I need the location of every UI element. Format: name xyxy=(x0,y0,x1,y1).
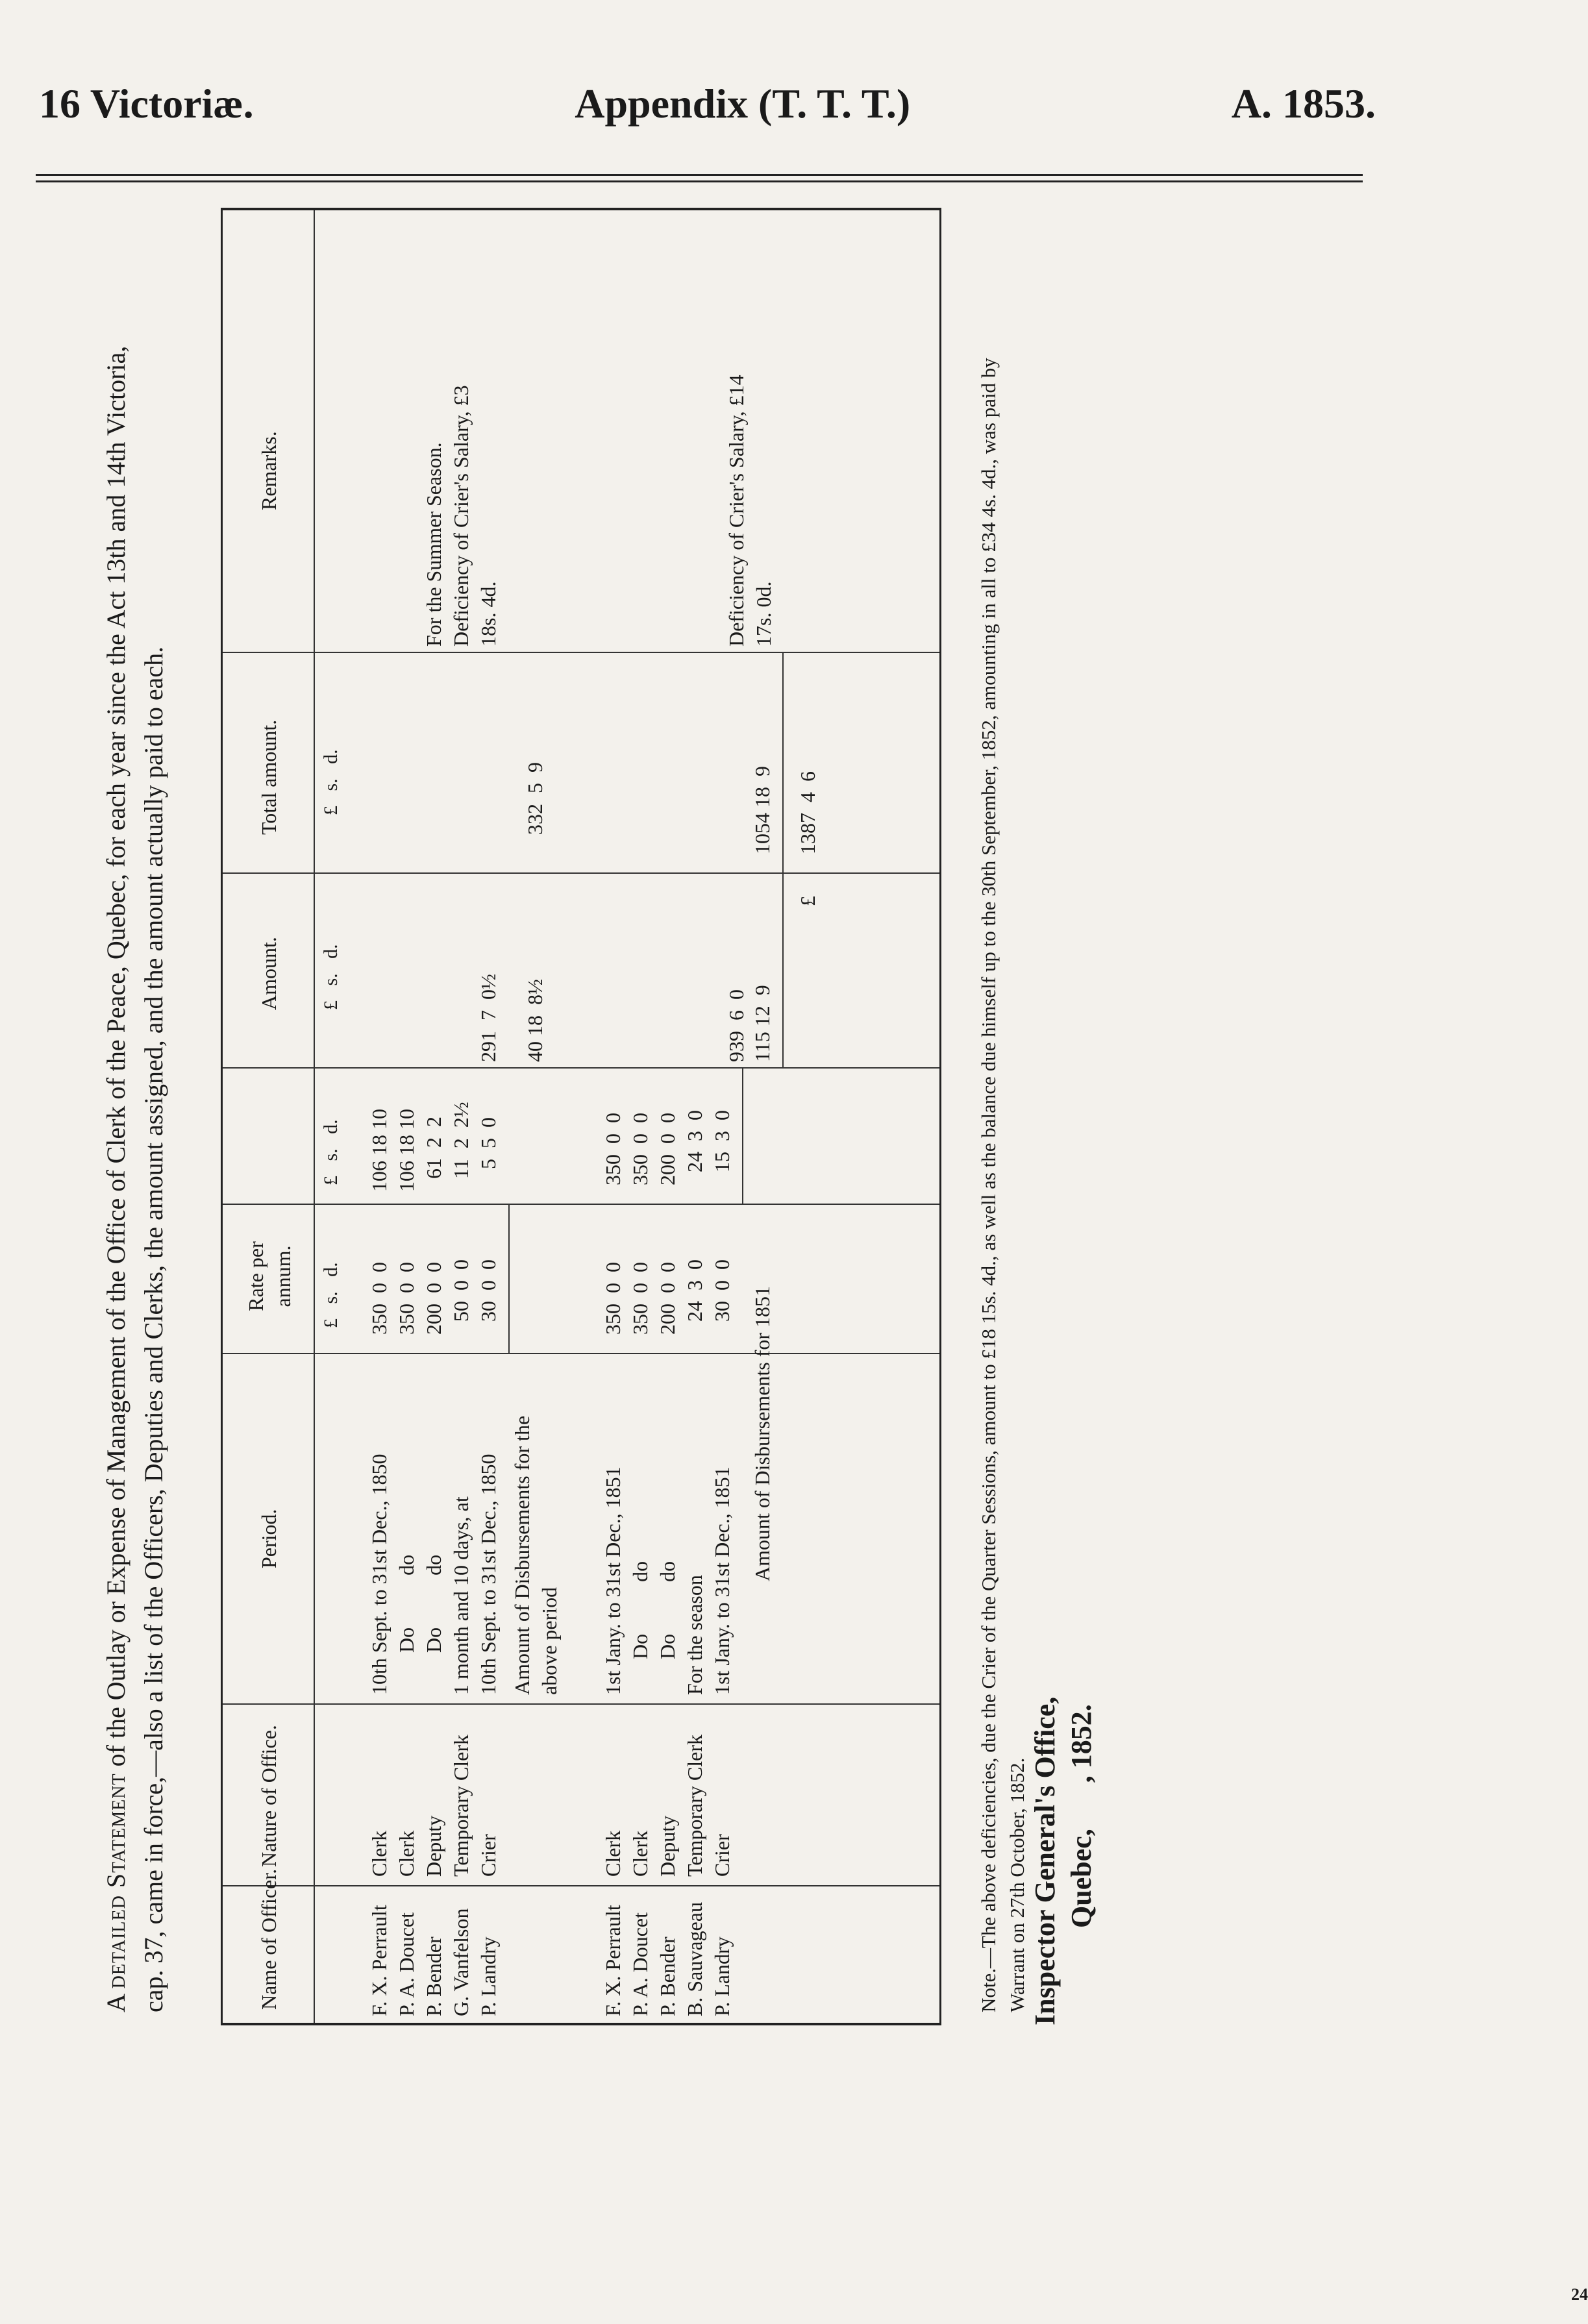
summary-1850-total: 332 5 9 xyxy=(523,762,547,835)
page-code: 24 xyxy=(1571,2285,1588,2304)
rate: 350 0 0 xyxy=(367,1262,391,1335)
paid: 106 18 10 xyxy=(395,1109,418,1192)
rate: 350 0 0 xyxy=(601,1262,625,1335)
office-nature: Deputy xyxy=(422,1815,445,1877)
officer-name: G. Vanfelson xyxy=(449,1908,473,2016)
running-header xyxy=(0,75,1415,133)
office-nature: Clerk xyxy=(628,1830,652,1877)
period: Do do xyxy=(656,1561,679,1659)
rate: 350 0 0 xyxy=(628,1262,652,1335)
col-header-rate: Rate per annum. xyxy=(244,1241,295,1311)
paid: 200 0 0 xyxy=(656,1113,679,1185)
remark-summer: For the Summer Season. xyxy=(422,442,445,647)
col-header-total: Total amount. xyxy=(257,719,280,835)
officer-name: P. Landry xyxy=(710,1936,734,2016)
officer-name: F. X. Perrault xyxy=(367,1905,391,2016)
paid: 11 2 2½ xyxy=(449,1102,473,1179)
header-rule xyxy=(36,180,1363,182)
remark-deficiency-1850: Deficiency of Crier's Salary, £3 18s. 4d. xyxy=(449,385,500,647)
period: 10th Sept. to 31st Dec., 1850 xyxy=(477,1453,500,1695)
grand-total: 1387 4 6 xyxy=(796,771,819,854)
office-nature: Deputy xyxy=(656,1815,679,1877)
summary-1850-amount-a: 291 7 0½ xyxy=(477,974,500,1062)
office-nature: Crier xyxy=(710,1834,734,1877)
col-header-name: Name of Officer. xyxy=(257,1868,280,2010)
rate: 200 0 0 xyxy=(656,1262,679,1335)
rotated-statement xyxy=(97,208,1104,2025)
officer-name: P. Bender xyxy=(422,1936,445,2016)
period: 10th Sept. to 31st Dec., 1850 xyxy=(367,1453,391,1695)
paid: 350 0 0 xyxy=(601,1113,625,1185)
remark-deficiency-1851: Deficiency of Crier's Salary, £14 17s. 0d. xyxy=(725,375,775,647)
office-nature: Temporary Clerk xyxy=(683,1734,706,1877)
statement-title: A detailed Statement of the Outlay or Expense of Management of the Office of Clerk of the Peace, Quebec, for each year since the Act 13th and 14th Victoria, cap. 37, came in force,—also a list of the Officers, Deputies and Clerks, the amount assigned, and the amount actually paid to each. xyxy=(101,345,168,2012)
units-total: £ s. d. xyxy=(320,749,341,815)
summary-1851-amount-a: 939 6 0 xyxy=(725,989,748,1062)
officer-name: P. A. Doucet xyxy=(395,1912,418,2016)
rate: 30 0 0 xyxy=(710,1259,734,1322)
signature-office: Inspector General's Office, xyxy=(1029,1696,1061,2025)
signature-place-date: Quebec, , 1852. xyxy=(1065,1704,1097,1928)
paid: 15 3 0 xyxy=(710,1110,734,1172)
header-rule xyxy=(36,174,1363,176)
period: Do do xyxy=(422,1554,445,1653)
paid: 61 2 2 xyxy=(422,1117,445,1179)
summary-1851-label: Amount of Disbursements for 1851 xyxy=(751,1285,774,1581)
officer-name: P. Bender xyxy=(656,1936,679,2016)
col-header-office: Nature of Office. xyxy=(257,1725,280,1867)
summary-1850-amount-b: 40 18 8½ xyxy=(523,979,547,1062)
grand-currency: £ xyxy=(796,896,819,906)
paid: 5 5 0 xyxy=(477,1117,500,1169)
summary-1851-total: 1054 18 9 xyxy=(751,766,774,854)
units-paid: £ s. d. xyxy=(320,1119,341,1185)
header-center: Appendix (T. T. T.) xyxy=(575,80,911,127)
office-nature: Clerk xyxy=(367,1830,391,1877)
units-amount: £ s. d. xyxy=(320,944,341,1010)
summary-1851-amount-b: 115 12 9 xyxy=(751,985,774,1062)
col-header-remarks: Remarks. xyxy=(257,431,280,510)
units-rate: £ s. d. xyxy=(320,1262,341,1328)
period: Do do xyxy=(628,1561,652,1659)
summary-1850-label: Amount of Disbursements for the above period xyxy=(510,1415,561,1695)
period: For the season xyxy=(683,1575,706,1695)
office-nature: Clerk xyxy=(395,1830,418,1877)
rate: 50 0 0 xyxy=(449,1259,473,1322)
office-nature: Crier xyxy=(477,1834,500,1877)
paid: 24 3 0 xyxy=(683,1110,706,1172)
paid: 106 18 10 xyxy=(367,1109,391,1192)
rate: 350 0 0 xyxy=(395,1262,418,1335)
col-header-amount: Amount. xyxy=(257,937,280,1010)
office-nature: Clerk xyxy=(601,1830,625,1877)
period: 1st Jany. to 31st Dec., 1851 xyxy=(601,1466,625,1695)
statement-table xyxy=(221,208,941,2025)
rate: 30 0 0 xyxy=(477,1259,500,1322)
period: Do do xyxy=(395,1554,418,1653)
paid: 350 0 0 xyxy=(628,1113,652,1185)
officer-name: P. Landry xyxy=(477,1936,500,2016)
period: 1st Jany. to 31st Dec., 1851 xyxy=(710,1466,734,1695)
col-header-period: Period. xyxy=(257,1509,280,1568)
office-nature: Temporary Clerk xyxy=(449,1734,473,1877)
officer-name: P. A. Doucet xyxy=(628,1912,652,2016)
footnote: Note.—The above deficiencies, due the Crier of the Quarter Sessions, amount to £18 15s. 4d., as well as the balance due himself up to the 30th September, 1852, amounting in all to £34 4s. 4d., was paid by Warrant on 27th October, 1852. xyxy=(977,358,1028,2012)
period: 1 month and 10 days, at xyxy=(449,1496,473,1695)
rate: 24 3 0 xyxy=(683,1259,706,1322)
header-right: A. 1853. xyxy=(1231,80,1376,127)
officer-name: B. Sauvageau xyxy=(683,1902,706,2016)
officer-name: F. X. Perrault xyxy=(601,1905,625,2016)
rate: 200 0 0 xyxy=(422,1262,445,1335)
header-left: 16 Victoriæ. xyxy=(39,80,254,127)
